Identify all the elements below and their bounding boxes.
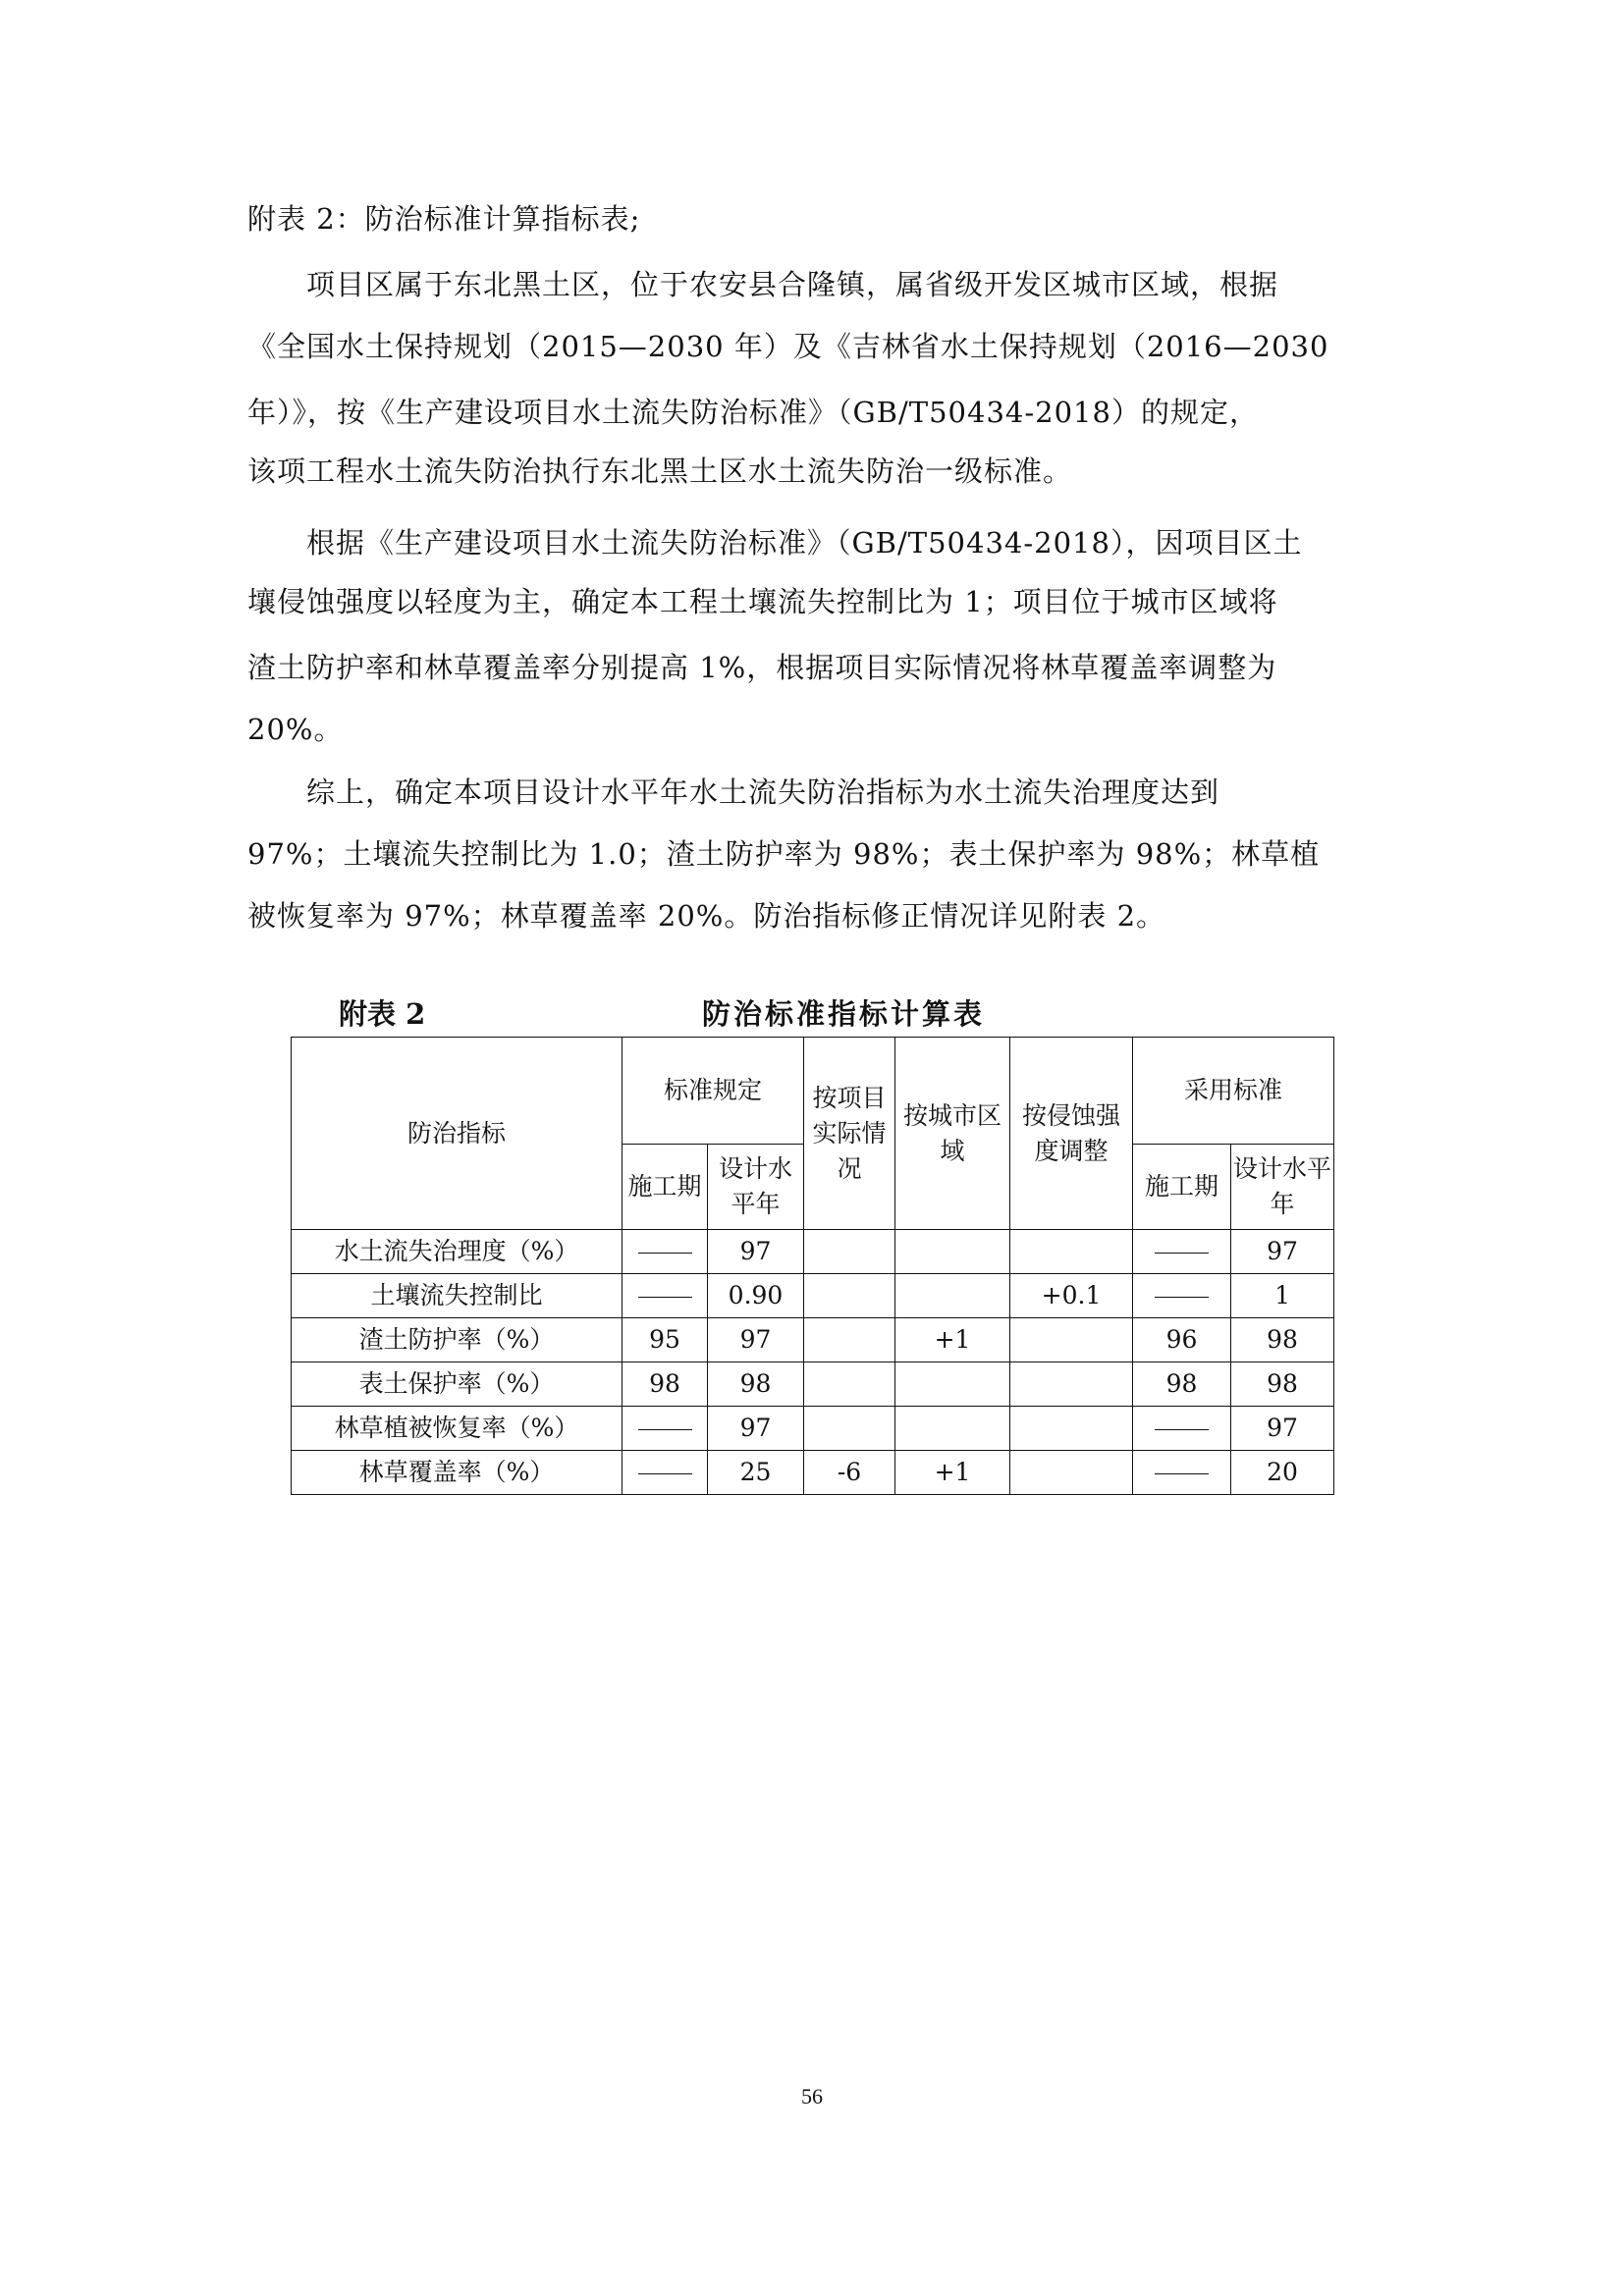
paragraph-2-line-4: 20%。: [247, 713, 344, 746]
cell-std-con: 98: [623, 1362, 708, 1407]
cell-proj: -6: [804, 1451, 895, 1495]
header-adopted: 采用标准: [1133, 1038, 1334, 1145]
paragraph-1-line-2: 《全国水土保持规划（2015—2030 年）及《吉林省水土保持规划（2016—2030: [247, 330, 1329, 363]
cell-std-des: 25: [708, 1451, 804, 1495]
cell-proj: [804, 1230, 895, 1274]
table-row: [292, 1318, 1334, 1362]
table-caption-title: 防治标准指标计算表: [702, 997, 986, 1031]
paragraph-1-line-1: 项目区属于东北黑土区，位于农安县合隆镇，属省级开发区城市区域，根据: [306, 268, 1279, 301]
dash-mark: [638, 1473, 692, 1474]
cell-std-des: 0.90: [708, 1274, 804, 1318]
paragraph-1-line-4: 该项工程水土流失防治执行东北黑土区水土流失防治一级标准。: [247, 454, 1073, 488]
cell-ad-des: 97: [1231, 1230, 1334, 1274]
header-row-1: [292, 1038, 1334, 1145]
cell-erosion: [1010, 1407, 1133, 1451]
header-by-urban: 按城市区域: [895, 1038, 1010, 1230]
cell-ad-des: 98: [1231, 1362, 1334, 1407]
cell-proj: [804, 1318, 895, 1362]
cell-std-des: 97: [708, 1407, 804, 1451]
cell-erosion: +0.1: [1010, 1274, 1133, 1318]
cell-name: 渣土防护率（%）: [292, 1318, 623, 1362]
cell-ad-des: 98: [1231, 1318, 1334, 1362]
dash-mark: [1155, 1297, 1209, 1298]
cell-std-con: [623, 1274, 708, 1318]
cell-std-con: [623, 1407, 708, 1451]
cell-ad-con: [1133, 1230, 1231, 1274]
cell-std-con: [623, 1451, 708, 1495]
header-adopted-construction: 施工期: [1133, 1145, 1231, 1230]
cell-name: 水土流失治理度（%）: [292, 1230, 623, 1274]
header-by-erosion: 按侵蚀强度调整: [1010, 1038, 1133, 1230]
appendix-reference-line: 附表 2：防治标准计算指标表;: [247, 202, 641, 236]
paragraph-2-line-3: 渣土防护率和林草覆盖率分别提高 1%，根据项目实际情况将林草覆盖率调整为: [247, 651, 1277, 684]
table-caption-label: 附表 2: [339, 997, 426, 1031]
cell-proj: [804, 1362, 895, 1407]
cell-std-des: 98: [708, 1362, 804, 1407]
paragraph-3-line-2: 97%；土壤流失控制比为 1.0；渣土防护率为 98%；表土保护率为 98%；林草植: [247, 837, 1321, 871]
paragraph-3-line-1: 综上，确定本项目设计水平年水土流失防治指标为水土流失治理度达到: [306, 775, 1220, 809]
cell-ad-con: [1133, 1407, 1231, 1451]
dash-mark: [638, 1429, 692, 1430]
cell-erosion: [1010, 1230, 1133, 1274]
cell-proj: [804, 1407, 895, 1451]
cell-proj: [804, 1274, 895, 1318]
table-row: [292, 1407, 1334, 1451]
cell-urban: [895, 1362, 1010, 1407]
cell-urban: [895, 1407, 1010, 1451]
header-adopted-design-year: 设计水平年: [1231, 1145, 1334, 1230]
cell-urban: [895, 1230, 1010, 1274]
table-row: [292, 1362, 1334, 1407]
cell-ad-des: 97: [1231, 1407, 1334, 1451]
cell-name: 表土保护率（%）: [292, 1362, 623, 1407]
cell-ad-con: 98: [1133, 1362, 1231, 1407]
cell-ad-des: 20: [1231, 1451, 1334, 1495]
cell-std-con: 95: [623, 1318, 708, 1362]
cell-erosion: [1010, 1362, 1133, 1407]
header-std-design-year: 设计水平年: [708, 1145, 804, 1230]
header-indicator: 防治指标: [292, 1038, 623, 1230]
cell-std-des: 97: [708, 1230, 804, 1274]
cell-urban: +1: [895, 1451, 1010, 1495]
paragraph-1-line-3: 年）》，按《生产建设项目水土流失防治标准》（GB/T50434-2018）的规定，: [247, 396, 1259, 429]
cell-name: 林草覆盖率（%）: [292, 1451, 623, 1495]
dash-mark: [1155, 1253, 1209, 1254]
dash-mark: [1155, 1429, 1209, 1430]
cell-name: 林草植被恢复率（%）: [292, 1407, 623, 1451]
table-row: [292, 1451, 1334, 1495]
header-std-construction: 施工期: [623, 1145, 708, 1230]
dash-mark: [638, 1297, 692, 1298]
table-row: [292, 1230, 1334, 1274]
dash-mark: [1155, 1473, 1209, 1474]
header-standard: 标准规定: [623, 1038, 804, 1145]
cell-erosion: [1010, 1318, 1133, 1362]
cell-ad-con: [1133, 1451, 1231, 1495]
cell-urban: [895, 1274, 1010, 1318]
paragraph-3-line-3: 被恢复率为 97%；林草覆盖率 20%。防治指标修正情况详见附表 2。: [247, 899, 1166, 933]
dash-mark: [638, 1253, 692, 1254]
paragraph-2-line-1: 根据《生产建设项目水土流失防治标准》（GB/T50434-2018），因项目区土: [306, 526, 1303, 560]
table-row: [292, 1274, 1334, 1318]
cell-ad-con: [1133, 1274, 1231, 1318]
paragraph-2-line-2: 壤侵蚀强度以轻度为主，确定本工程土壤流失控制比为 1；项目位于城市区域将: [247, 585, 1278, 618]
cell-erosion: [1010, 1451, 1133, 1495]
page-number: 56: [801, 2084, 823, 2109]
cell-urban: +1: [895, 1318, 1010, 1362]
cell-std-des: 97: [708, 1318, 804, 1362]
cell-ad-con: 96: [1133, 1318, 1231, 1362]
indicator-table: [291, 1037, 1334, 1495]
cell-std-con: [623, 1230, 708, 1274]
cell-ad-des: 1: [1231, 1274, 1334, 1318]
cell-name: 土壤流失控制比: [292, 1274, 623, 1318]
table-body: [292, 1230, 1334, 1495]
header-by-project: 按项目实际情况: [804, 1038, 895, 1230]
